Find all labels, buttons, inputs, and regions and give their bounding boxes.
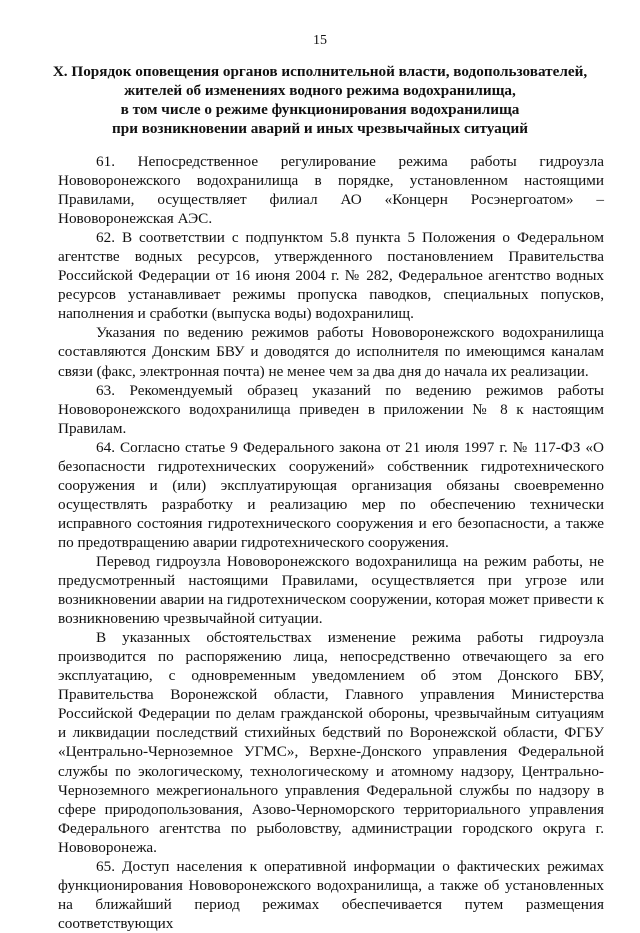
paragraph-64: 64. Согласно статье 9 Федерального закона от 21 июля 1997 г. № 117-ФЗ «О безопасности гидротехнических сооружений» собственник гидротехнического сооружения и (или) эксплуатирующая организация обязаны своевременно осуществлять разработку и реализацию мер по обеспечению технически исправного состояния гидротехнического сооружения и его безопасности, а также по предотвращению аварии гидротехнического сооружения. (58, 438, 604, 551)
section-heading-line: при возникновении аварий и иных чрезвычайных ситуаций (112, 120, 528, 137)
paragraph-64-transfer: Перевод гидроузла Нововоронежского водохранилища на режим работы, не предусмотренный настоящими Правилами, осуществляется при угрозе или возникновении аварии на гидротехническом сооружении, которая может привести к возникновению чрезвычайной ситуации. (58, 552, 604, 628)
document-body (58, 152, 604, 933)
paragraph-62: 62. В соответствии с подпунктом 5.8 пункта 5 Положения о Федеральном агентстве водных ресурсов, утвержденного постановлением Правительства Российской Федерации от 16 июня 2004 г. № 282, Федеральное агентство водных ресурсов устанавливает режимы пропуска паводков, специальных попусков, наполнения и сработки (выпуска воды) водохранилищ. (58, 229, 604, 323)
section-heading-line: жителей об изменениях водного режима водохранилища, (124, 82, 516, 99)
paragraph-64-notification: В указанных обстоятельствах изменение режима работы гидроузла производится по распоряжению лица, непосредственно отвечающего за его эксплуатацию, с одновременным уведомлением об этом Донского БВУ, Правительства Воронежской области, Главного управления Министерства Российской Федерации по делам гражданской обороны, чрезвычайным ситуациям и ликвидации последствий стихийных бедствий по Воронежской области, ФГБУ «Центрально-Черноземное УГМС», Верхне-Донского управления Федеральной службы по экологическому, технологическому и атомному надзору, Центрально-Черноземного межрегионального управления Федеральной службы по надзору в сфере природопользования, Азово-Черноморского территориального управления Федерального агентства по рыболовству, администрации городского округа г. Нововоронежа. (58, 629, 604, 856)
section-heading-line: X. Порядок оповещения органов исполнительной власти, водопользователей, (52, 63, 588, 80)
paragraph-61: 61. Непосредственное регулирование режима работы гидроузла Нововоронежского водохранилища в порядке, установленном настоящими Правилами, осуществляет филиал АО «Концерн Росэнергоатом» – Нововоронежская АЭС. (58, 153, 604, 228)
page-number: 15 (313, 33, 327, 48)
paragraph-63: 63. Рекомендуемый образец указаний по ведению режимов работы Нововоронежского водохранилища приведен в приложении № 8 к настоящим Правилам. (58, 381, 604, 437)
section-heading (40, 62, 600, 138)
paragraph-65: 65. Доступ населения к оперативной информации о фактических режимах функционирования Нововоронежского водохранилища, а также об установленных на ближайший период режимах обеспечивается путем размещения соответствующих (58, 857, 604, 932)
section-heading-line: в том числе о режиме функционирования водохранилища (120, 101, 520, 118)
paragraph-62-instructions: Указания по ведению режимов работы Нововоронежского водохранилища составляются Донским БВУ и доводятся до исполнителя по имеющимся каналам связи (факс, электронная почта) не менее чем за два дня до начала их реализации. (58, 324, 604, 380)
